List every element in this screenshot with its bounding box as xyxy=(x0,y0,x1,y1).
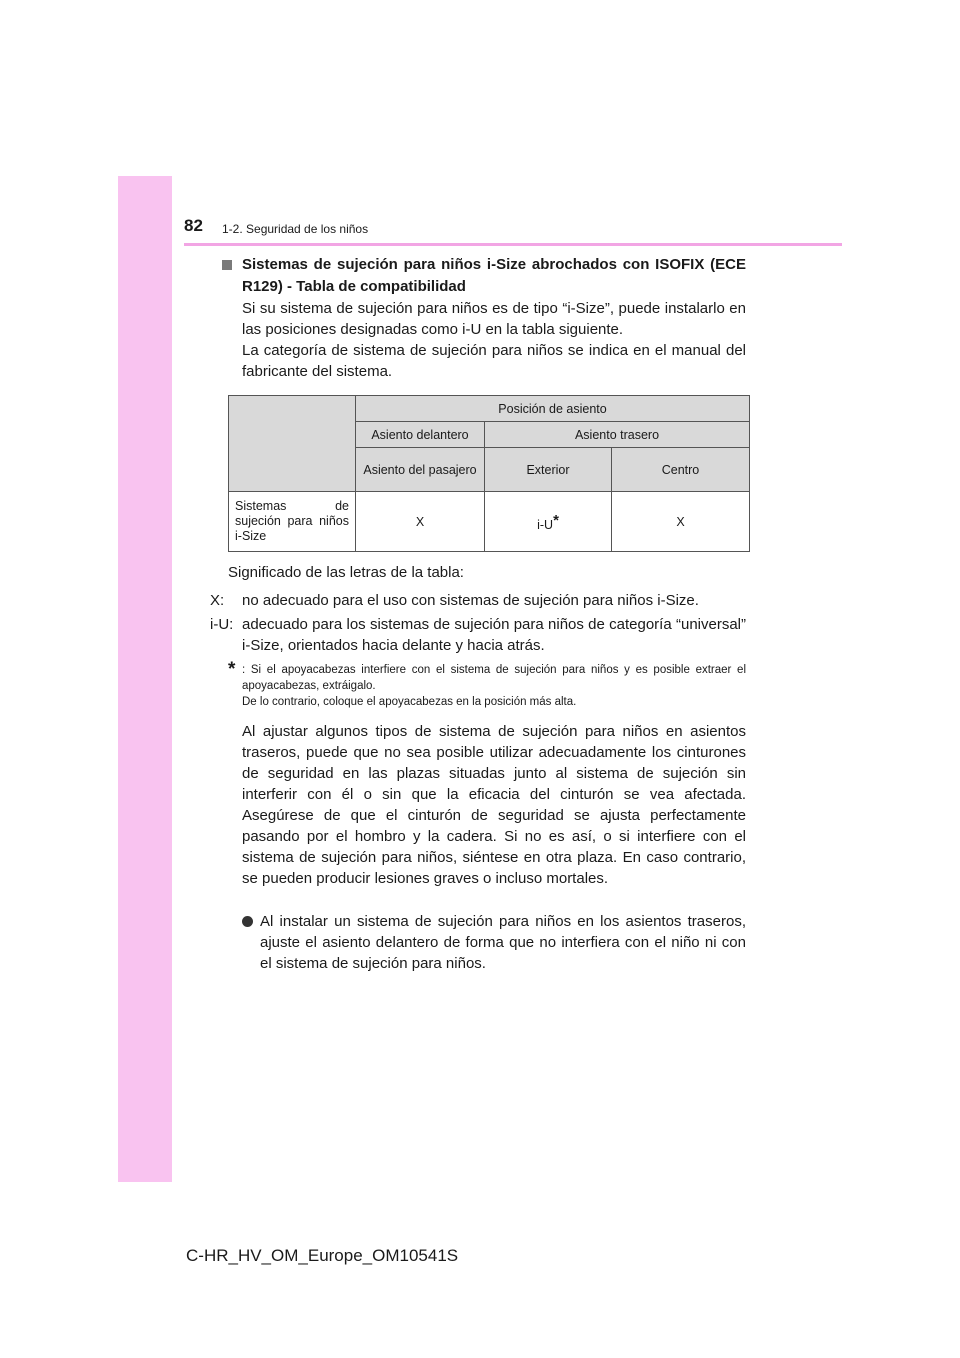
footnote-mark: * xyxy=(553,511,559,529)
cell-centre: X xyxy=(612,492,750,552)
header-divider xyxy=(184,243,842,246)
footer-document-code: C-HR_HV_OM_Europe_OM10541S xyxy=(186,1246,459,1265)
definition-x xyxy=(210,590,746,611)
header-front-seat: Asiento delantero xyxy=(356,422,485,448)
definition-key: X: xyxy=(210,592,225,609)
cell-passenger: X xyxy=(356,492,485,552)
definition-text: adecuado para los sistemas de sujeción para niños de categoría “universal” i-Size, orientados hacia delante y hacia atrás. xyxy=(242,616,746,654)
footnote xyxy=(228,659,746,710)
definition-text: no adecuado para el uso con sistemas de sujeción para niños i-Size. xyxy=(242,592,699,609)
compatibility-table xyxy=(228,395,750,552)
table-corner-cell xyxy=(229,396,356,492)
bullet-item xyxy=(242,911,746,974)
page-sidebar-tab xyxy=(118,176,172,1182)
page-number: 82 xyxy=(184,216,203,235)
header-passenger-seat: Asiento del pasajero xyxy=(356,448,485,492)
row-label-isize: Sistemas de sujeción para niños i-Size xyxy=(229,492,356,552)
cell-exterior-value: i-U xyxy=(537,517,554,532)
square-bullet-icon xyxy=(222,260,232,270)
definition-key: i-U: xyxy=(210,616,234,633)
header-seat-position: Posición de asiento xyxy=(356,396,750,422)
definition-iu xyxy=(210,614,746,656)
section-heading xyxy=(222,254,746,298)
footnote-star: * xyxy=(228,659,236,680)
bullet-dot-icon xyxy=(242,916,253,927)
footnote-text-1: : Si el apoyacabezas interfiere con el sistema de sujeción para niños y es posible extraer el apoyacabezas, extráigalo. xyxy=(242,664,746,692)
heading-text: Sistemas de sujeción para niños i-Size abrochados con ISOFIX (ECE R129) - Tabla de compatibilidad xyxy=(242,256,746,295)
section-title: 1-2. Seguridad de los niños xyxy=(222,222,369,236)
bullet-text: Al instalar un sistema de sujeción para niños en los asientos traseros, ajuste el asiento delantero de forma que no interfiera con el niño ni con el sistema de sujeción para niños. xyxy=(260,913,746,972)
intro-paragraph: Si su sistema de sujeción para niños es de tipo “i-Size”, puede instalarlo en las posiciones designadas como i-U en la tabla siguiente. xyxy=(242,300,746,338)
legend-title: Significado de las letras de la tabla: xyxy=(228,564,464,581)
header-centre: Centro xyxy=(612,448,750,492)
header-exterior: Exterior xyxy=(485,448,612,492)
cell-exterior xyxy=(485,492,612,552)
footnote-text-2: De lo contrario, coloque el apoyacabezas en la posición más alta. xyxy=(242,696,577,708)
header-rear-seat: Asiento trasero xyxy=(485,422,750,448)
body-paragraph: Al ajustar algunos tipos de sistema de sujeción para niños en asientos traseros, puede que no sea posible utilizar adecuadamente los cinturones de seguridad en las plazas situadas junto al sistema de sujeción sin interferir con él o sin que la eficacia del cinturón se vea afectada. Asegúrese de que el cinturón de seguridad se ajusta perfectamente pasando por el hombro y la cadera. Si no es así, o si interfiere con el sistema de sujeción para niños, siéntese en otra plaza. En caso contrario, se pueden producir lesiones graves o incluso mortales. xyxy=(242,723,746,887)
intro-paragraph-2: La categoría de sistema de sujeción para niños se indica en el manual del fabricante del sistema. xyxy=(242,342,746,380)
